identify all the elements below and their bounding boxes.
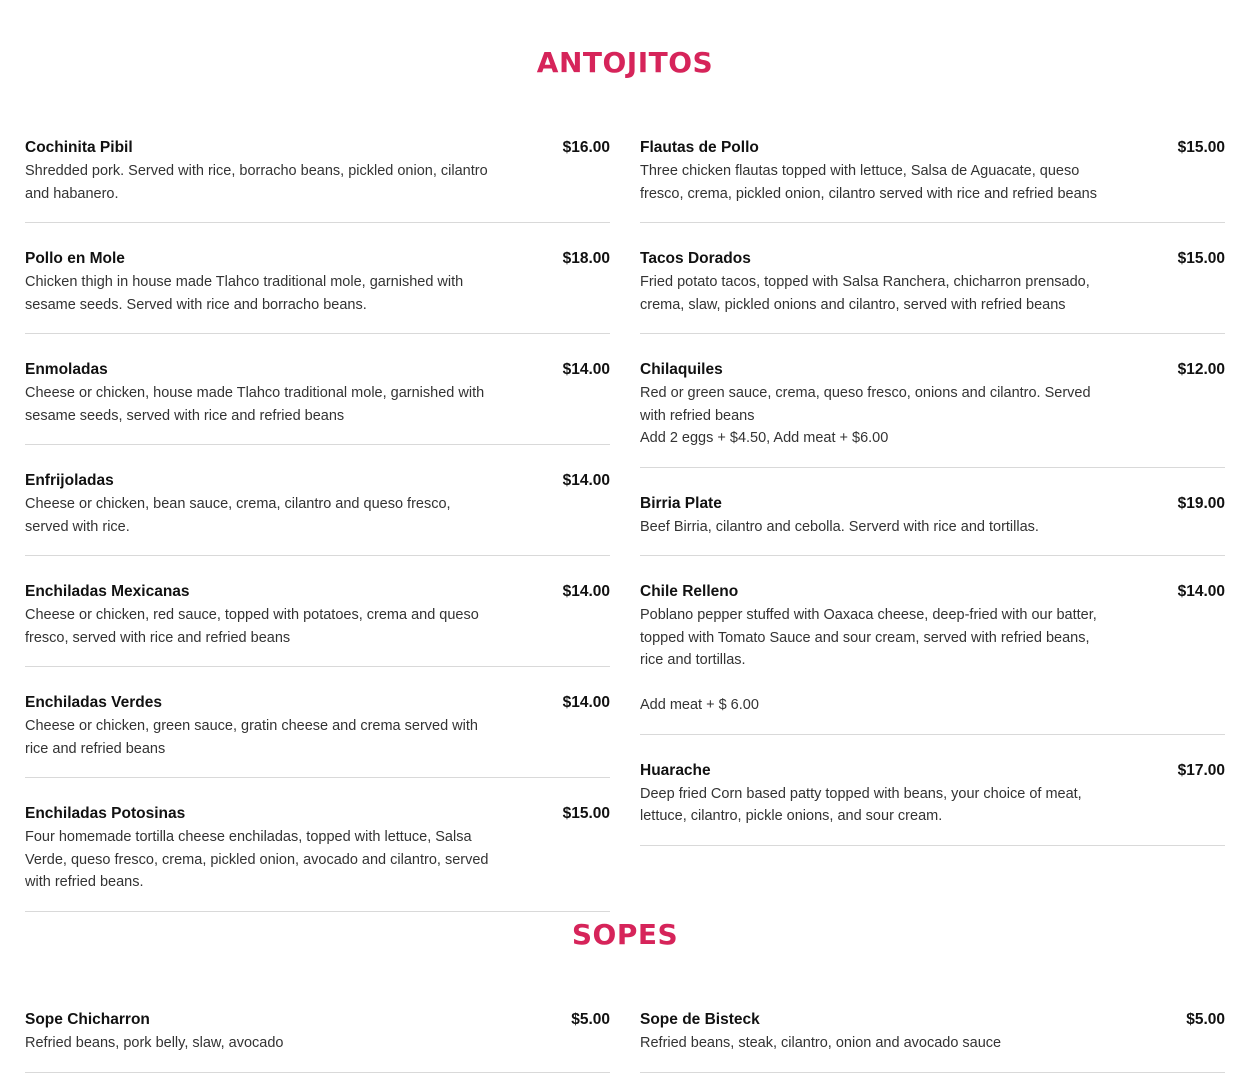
menu-item-price: $12.00 [1177,361,1225,378]
menu-item-name: Enfrijoladas [25,472,114,489]
menu-item-name: Enchiladas Mexicanas [25,583,190,600]
menu-item-header [640,582,1225,601]
menu-item-description: Cheese or chicken, house made Tlahco traditional mole, garnished with sesame seeds, served with rice and refried beans [25,385,485,424]
menu-item-name: Huarache [640,761,711,779]
menu-item-header [25,582,610,601]
menu-item-name: Enmoladas [25,361,108,378]
menu-item [640,761,1225,846]
menu-item-description: Four homemade tortilla cheese enchiladas, topped with lettuce, Salsa Verde, queso fresco, crema, pickled onion, avocado and cilantro, served with refried beans. [25,829,489,890]
menu-item-name: Pollo en Mole [25,250,125,267]
menu-item-name: Sope de Bisteck [640,1011,760,1028]
antojitos-left-column [25,138,610,938]
menu-item-name: Enchiladas Potosinas [25,805,186,822]
menu-item-price: $17.00 [1177,761,1225,779]
menu-item-price: $14.00 [562,694,610,711]
menu-item [640,360,1225,468]
menu-item-price: $15.00 [562,805,610,822]
menu-item-price: $18.00 [562,250,610,267]
sopes-left-column [25,1010,610,1084]
menu-item [25,804,610,912]
menu-item-price: $5.00 [571,1011,610,1028]
menu-item [640,494,1225,557]
menu-item-header [25,804,610,823]
menu-item-price: $14.00 [1177,583,1225,600]
menu-item-name: Chilaquiles [640,361,723,378]
menu-item-description: Chicken thigh in house made Tlahco traditional mole, garnished with sesame seeds. Served with rice and borracho beans. [25,274,464,313]
menu-item-description: Poblano pepper stuffed with Oaxaca cheese, deep-fried with our batter, topped with Tomato Sauce and sour cream, served with refried beans, rice and tortillas. Add meat + $ 6.00 [640,607,1097,713]
menu-item-description: Shredded pork. Served with rice, borracho beans, pickled onion, cilantro and habanero. [25,163,488,202]
menu-item [25,1010,610,1073]
menu-item-name: Flautas de Pollo [640,139,759,156]
menu-item-header [25,138,610,157]
menu-item-price: $14.00 [562,472,610,489]
menu-item [640,249,1225,334]
section-title-sopes: SOPES [571,918,679,951]
menu-item-name: Enchiladas Verdes [25,694,162,711]
menu-item [640,138,1225,223]
menu-item-header [25,693,610,712]
menu-item-name: Cochinita Pibil [25,139,133,156]
menu-item-header [25,249,610,268]
menu-item-name: Chile Relleno [640,583,739,600]
menu-item [25,582,610,667]
menu-item-name: Tacos Dorados [640,250,751,267]
menu-item-header [640,138,1225,157]
menu-item-description: Fried potato tacos, topped with Salsa Ranchera, chicharron prensado, crema, slaw, pickled onions and cilantro, served with refried beans [640,274,1090,313]
menu-item-description: Three chicken flautas topped with lettuce, Salsa de Aguacate, queso fresco, crema, pickled onion, cilantro served with rice and refried beans [640,163,1097,202]
menu-item-price: $14.00 [562,361,610,378]
menu-item-header [640,1010,1225,1029]
menu-item-name: Birria Plate [640,494,722,512]
menu-item-header [25,360,610,379]
menu-item-price: $5.00 [1186,1011,1225,1028]
menu-item [25,693,610,778]
menu-item [25,249,610,334]
menu-item-description: Cheese or chicken, red sauce, topped with potatoes, crema and queso fresco, served with rice and refried beans [25,607,479,646]
sopes-right-column [640,1010,1225,1084]
menu-item-header [25,1010,610,1029]
menu-item-description: Red or green sauce, crema, queso fresco, onions and cilantro. Served with refried beans Add 2 eggs + $4.50, Add meat + $6.00 [640,385,1091,446]
menu-item-description: Refried beans, pork belly, slaw, avocado [25,1035,284,1051]
antojitos-right-column [640,138,1225,872]
menu-item [25,471,610,556]
menu-item-description: Beef Birria, cilantro and cebolla. Serverd with rice and tortillas. [640,518,1039,535]
menu-item-price: $15.00 [1177,250,1225,267]
section-title-antojitos: ANTOJITOS [536,46,714,79]
menu-item-header [640,249,1225,268]
menu-item-price: $19.00 [1177,494,1225,512]
menu-item-price: $14.00 [562,583,610,600]
menu-item [640,1010,1225,1073]
menu-item-header [640,494,1225,513]
menu-item-price: $15.00 [1177,139,1225,156]
menu-item-description: Cheese or chicken, bean sauce, crema, cilantro and queso fresco, served with rice. [25,496,451,535]
menu-item-header [25,471,610,490]
menu-item [25,138,610,223]
menu-item-price: $16.00 [562,139,610,156]
menu-item-description: Cheese or chicken, green sauce, gratin cheese and crema served with rice and refried beans [25,718,478,757]
menu-item [25,360,610,445]
menu-item-header [640,761,1225,780]
menu-item-description: Refried beans, steak, cilantro, onion and avocado sauce [640,1035,1002,1051]
menu-item-header [640,360,1225,379]
menu-item-description: Deep fried Corn based patty topped with beans, your choice of meat, lettuce, cilantro, pickle onions, and sour cream. [640,785,1082,824]
menu-item-name: Sope Chicharron [25,1011,150,1028]
menu-item [640,582,1225,735]
